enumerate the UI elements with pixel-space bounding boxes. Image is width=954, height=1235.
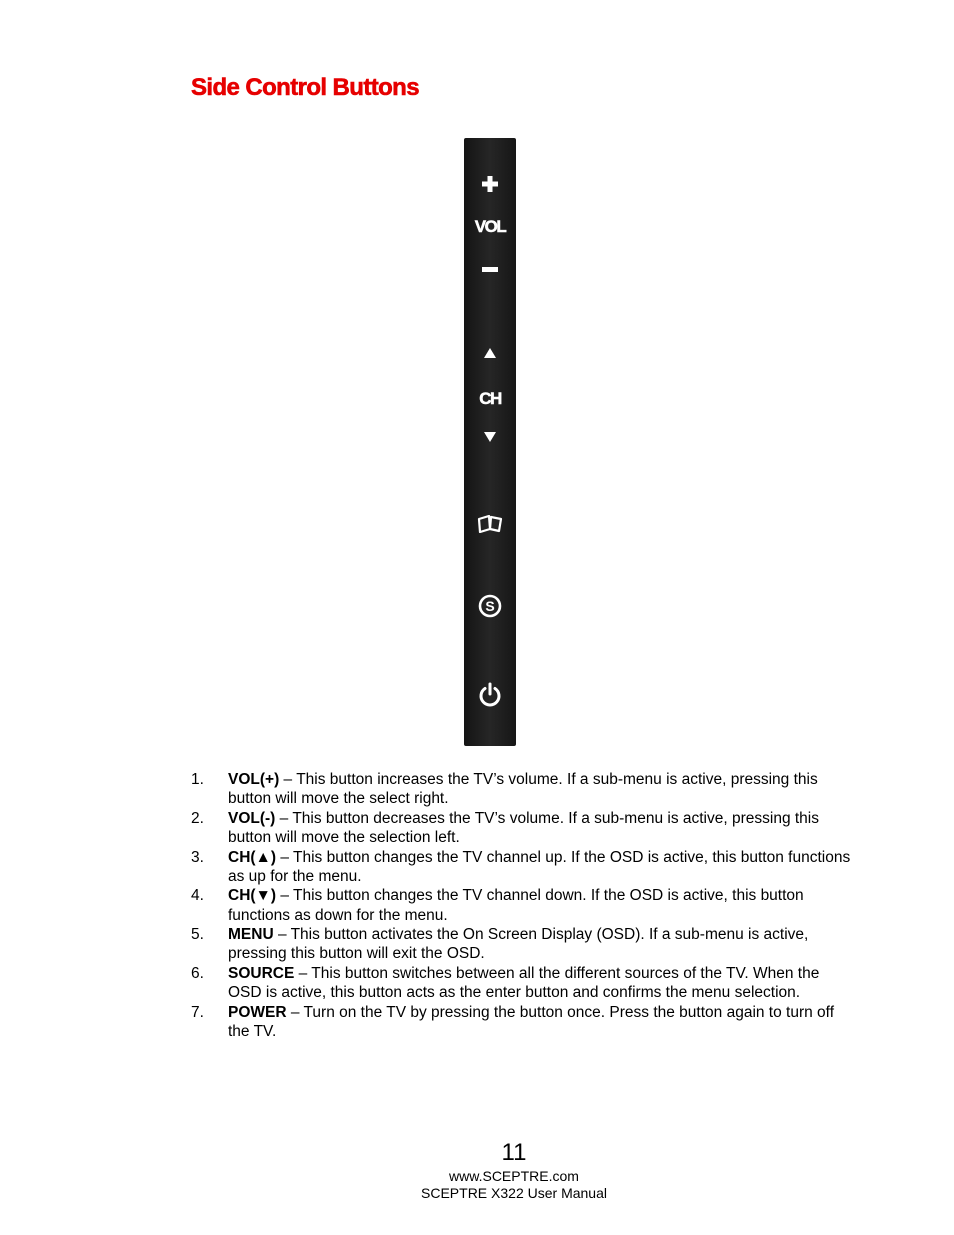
item-name: CH(▲) (228, 848, 277, 866)
list-item (191, 1003, 851, 1042)
button-descriptions-list (191, 770, 851, 1041)
page-number: 11 (501, 1139, 527, 1166)
power-icon (464, 680, 516, 710)
up-arrow-icon (464, 346, 516, 360)
item-number: 1. (191, 771, 204, 788)
item-name: VOL(-) (228, 809, 276, 827)
minus-icon (464, 262, 516, 278)
item-description: – This button changes the TV channel down. If the OSD is active, this button functions as down for the menu. (228, 887, 804, 924)
item-name: POWER (228, 1003, 287, 1021)
side-control-panel (464, 138, 516, 746)
item-description: – This button changes the TV channel up. If the OSD is active, this button functions as up for the menu. (228, 848, 851, 885)
item-number: 5. (191, 926, 204, 944)
item-name: CH(▼) (228, 887, 277, 905)
down-arrow-icon (464, 430, 516, 444)
source-icon (464, 592, 516, 620)
item-number: 4. (191, 887, 204, 905)
item-number: 3. (191, 848, 204, 866)
item-description: – This button decreases the TV’s volume. If a sub-menu is active, pressing this button will move the selection left. (228, 809, 819, 847)
item-number: 6. (191, 964, 204, 982)
vol-label (464, 214, 516, 240)
item-description: – This button activates the On Screen Display (OSD). If a sub-menu is active, pressing this button will exit the OSD. (228, 926, 809, 963)
item-description: – This button switches between all the different sources of the TV. When the OSD is active, this button acts as the enter button and confirms the menu selection. (228, 964, 820, 1002)
item-name: MENU (228, 926, 274, 944)
item-number: 7. (191, 1003, 204, 1021)
list-item (191, 848, 851, 887)
ch-label-text: CH (479, 389, 501, 408)
list-item (191, 886, 851, 925)
item-description: – This button increases the TV’s volume. If a sub-menu is active, pressing this button will move the select right. (228, 771, 818, 808)
list-item (191, 770, 851, 809)
list-item (191, 809, 851, 848)
footer-website: www.SCEPTRE.com (449, 1168, 579, 1184)
item-name: SOURCE (228, 964, 295, 982)
vol-label-text: VOL (474, 217, 506, 236)
item-name: VOL(+) (228, 771, 280, 788)
svg-text:S: S (485, 598, 495, 614)
footer-manual-title: SCEPTRE X322 User Manual (421, 1185, 607, 1201)
menu-book-icon (464, 512, 516, 536)
list-item (191, 925, 851, 964)
ch-label (464, 386, 516, 412)
item-number: 2. (191, 809, 204, 827)
section-heading: Side Control Buttons (191, 74, 419, 101)
item-description: – Turn on the TV by pressing the button once. Press the button again to turn off the TV. (228, 1003, 835, 1040)
list-item (191, 964, 851, 1003)
plus-icon (464, 172, 516, 196)
